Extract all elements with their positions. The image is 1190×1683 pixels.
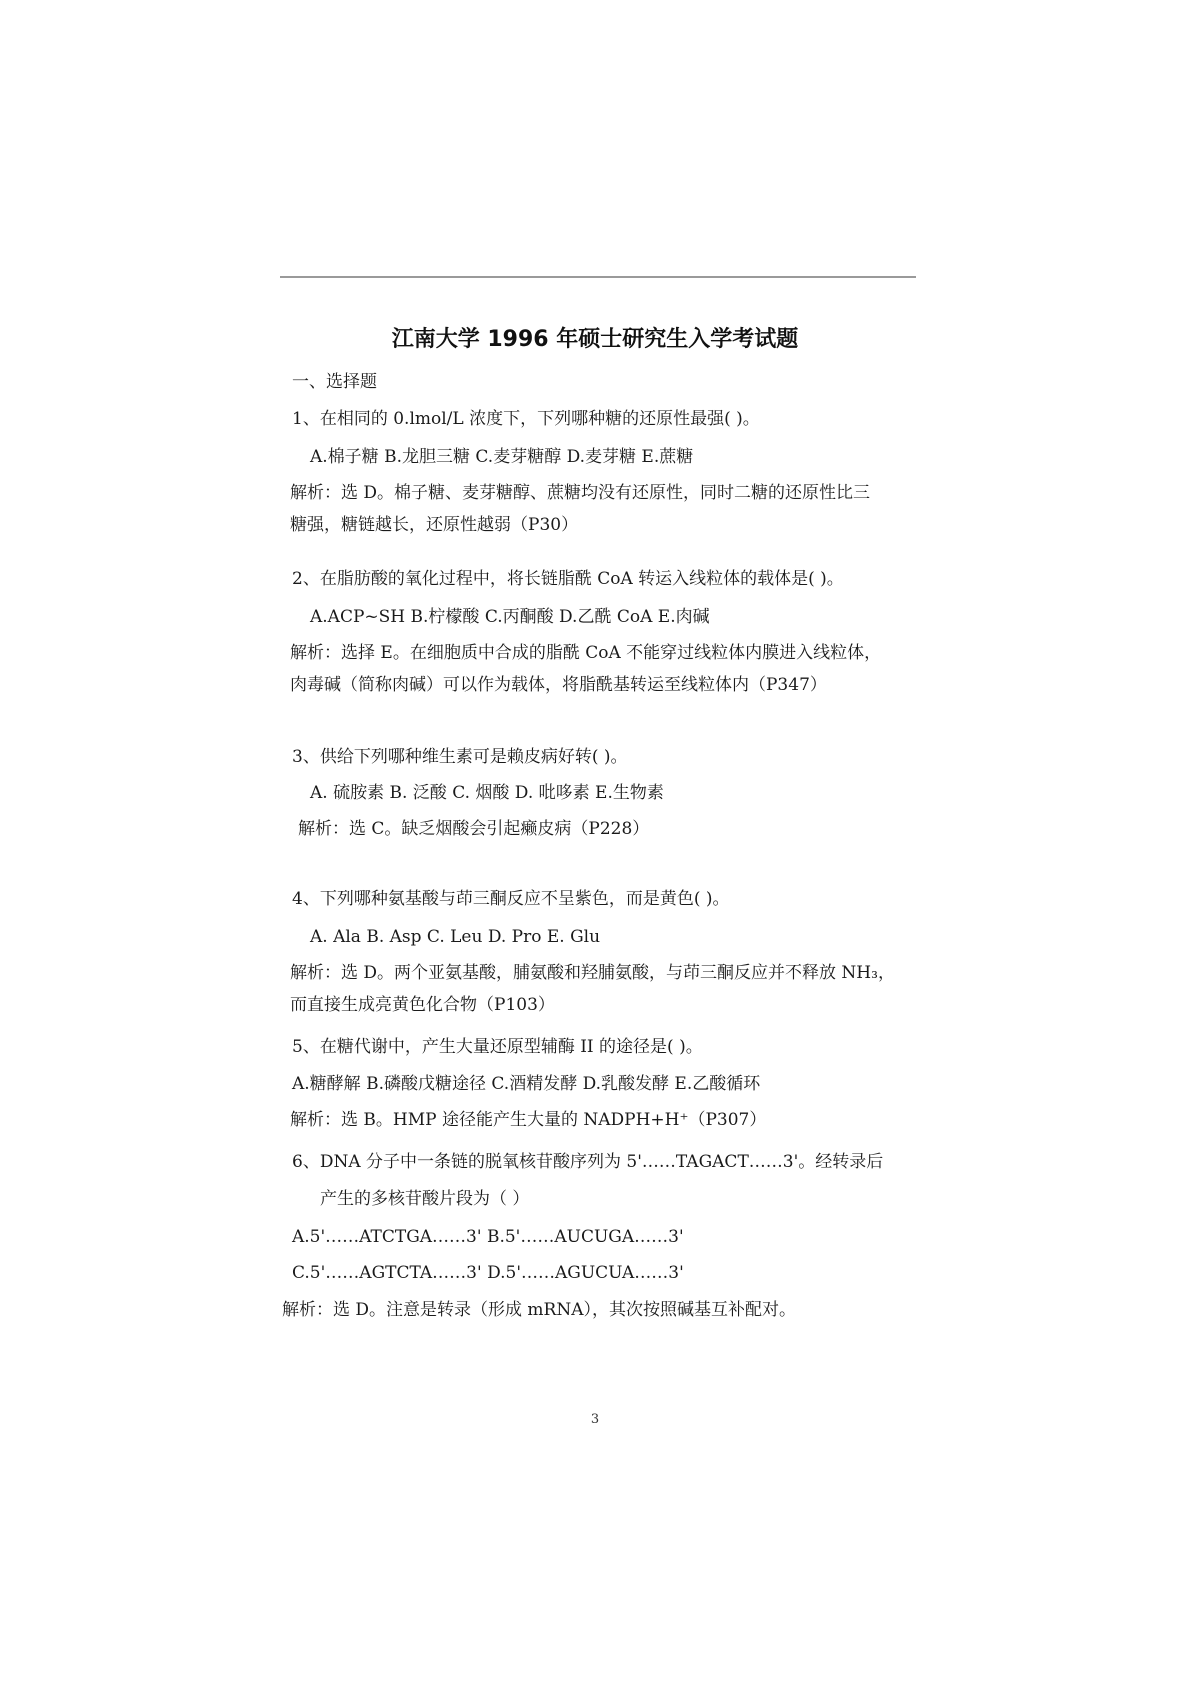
- question-1-options: A.棉子糖 B.龙胆三糖 C.麦芽糖醇 D.麦芽糖 E.蔗糖: [310, 447, 694, 467]
- answer-2-line-2: 肉毒碱（简称肉碱）可以作为载体，将脂酰基转运至线粒体内（P347）: [290, 675, 827, 695]
- question-6-line-2: 产生的多核苷酸片段为（ ）: [320, 1189, 530, 1209]
- header-rule: [280, 276, 916, 278]
- answer-4-line-1: 解析：选 D。两个亚氨基酸，脯氨酸和羟脯氨酸，与茚三酮反应并不释放 NH₃，: [290, 963, 895, 983]
- question-5-options: A.糖酵解 B.磷酸戊糖途径 C.酒精发酵 D.乳酸发酵 E.乙酸循环: [292, 1074, 761, 1094]
- question-6-options-cd: C.5'……AGTCTA……3' D.5'……AGUCUA……3': [292, 1263, 684, 1283]
- answer-2-line-1: 解析：选择 E。在细胞质中合成的脂酰 CoA 不能穿过线粒体内膜进入线粒体，: [290, 643, 882, 663]
- page-title: 江南大学 1996 年硕士研究生入学考试题: [391, 327, 799, 352]
- page-number: 3: [590, 1412, 600, 1427]
- question-4: 4、下列哪种氨基酸与茚三酮反应不呈紫色，而是黄色( )。: [292, 889, 730, 909]
- answer-1-line-1: 解析：选 D。棉子糖、麦芽糖醇、蔗糖均没有还原性，同时二糖的还原性比三: [290, 483, 871, 503]
- question-2-options: A.ACP~SH B.柠檬酸 C.丙酮酸 D.乙酰 CoA E.肉碱: [310, 607, 710, 627]
- section-heading: 一、选择题: [292, 372, 377, 392]
- answer-4-line-2: 而直接生成亮黄色化合物（P103）: [290, 995, 555, 1015]
- question-3-options: A. 硫胺素 B. 泛酸 C. 烟酸 D. 吡哆素 E.生物素: [310, 783, 664, 803]
- question-1: 1、在相同的 0.lmol/L 浓度下，下列哪种糖的还原性最强( )。: [292, 409, 760, 429]
- answer-6: 解析：选 D。注意是转录（形成 mRNA），其次按照碱基互补配对。: [282, 1300, 797, 1320]
- question-3: 3、供给下列哪种维生素可是赖皮病好转( )。: [292, 747, 628, 767]
- question-5: 5、在糖代谢中，产生大量还原型辅酶 II 的途径是( )。: [292, 1037, 703, 1057]
- question-2: 2、在脂肪酸的氧化过程中，将长链脂酰 CoA 转运入线粒体的载体是( )。: [292, 569, 844, 589]
- answer-5: 解析：选 B。HMP 途径能产生大量的 NADPH+H⁺（P307）: [290, 1110, 767, 1130]
- answer-3: 解析：选 C。缺乏烟酸会引起癞皮病（P228）: [298, 819, 650, 839]
- question-6-options-ab: A.5'……ATCTGA……3' B.5'……AUCUGA……3': [292, 1227, 684, 1247]
- question-4-options: A. Ala B. Asp C. Leu D. Pro E. Glu: [310, 927, 601, 947]
- answer-1-line-2: 糖强，糖链越长，还原性越弱（P30）: [290, 515, 579, 535]
- question-6-line-1: 6、DNA 分子中一条链的脱氧核苷酸序列为 5'……TAGACT……3'。经转录后: [292, 1152, 884, 1172]
